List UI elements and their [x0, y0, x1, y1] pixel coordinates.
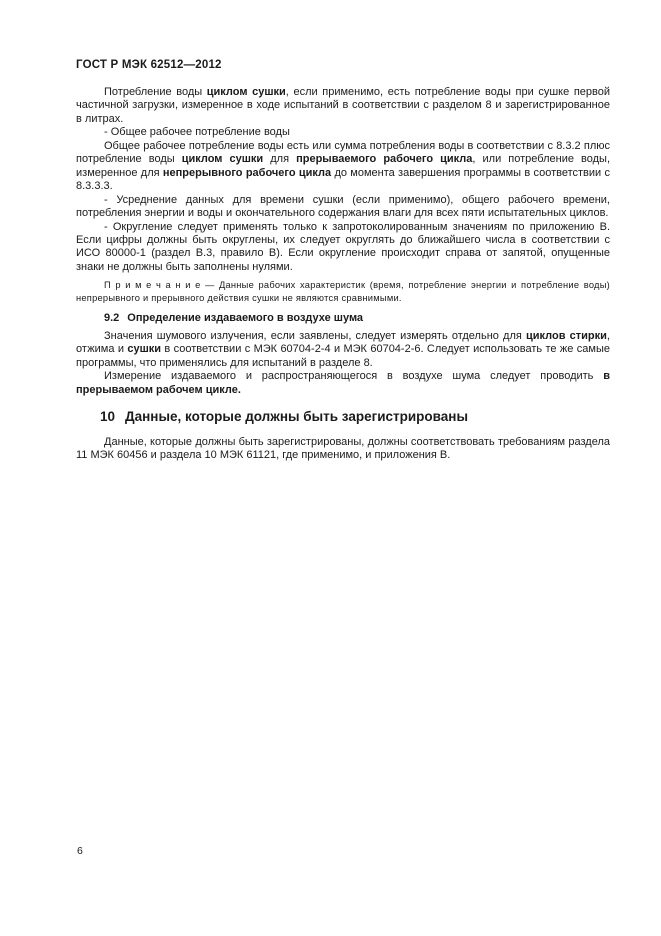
heading-number: 9.2 [104, 312, 120, 325]
heading-title: Определение издаваемого в воздухе шума [127, 312, 364, 325]
paragraph-registered-data-requirements: Данные, которые должны быть зарегистрированы, должны соответствовать требованиям раздела 11 МЭК 60456 и раздела 10 МЭК 61121, где применимо, и приложения В. [76, 435, 610, 461]
page-header-standard-number: ГОСТ Р МЭК 62512—2012 [76, 59, 222, 71]
heading-number: 10 [100, 409, 116, 425]
heading-title: Данные, которые должны быть зарегистрированы [125, 409, 468, 425]
chapter-heading-10 [76, 410, 610, 423]
paragraph-total-operating-water-consumption: Общее рабочее потребление воды есть или сумма потребления воды в соответствии с 8.3.2 плюс потребление воды циклом сушки для прерываемого рабочего цикла, или потребление воды, измеренное для непрерывного рабочего цикла до момента завершения программы в соответствии с 8.3.3.3. [76, 139, 610, 193]
list-item-rounding-rules: - Округление следует применять только к запротоколированным значениям по приложению В. Если цифры должны быть округлены, их следует округлять до ближайшего числа в соответствии с ИСО 80000-1 (раздел В.3, правило В). Если округление происходит справа от запятой, опущенные знаки не должны быть заполнены нулями. [76, 220, 610, 273]
section-heading-9-2 [76, 312, 610, 325]
paragraph-drying-cycle-water-consumption: Потребление воды циклом сушки, если применимо, есть потребление воды при сушке первой частичной загрузки, измеренное в ходе испытаний в соответствии с разделом 8 и зарегистрированное в литрах. [76, 86, 611, 125]
note-performance-data-comparability: П р и м е ч а н и е — Данные рабочих характеристик (время, потребление энергии и потребление воды) непрерывного и прерывного действия сушки не являются сравнимыми. [76, 280, 610, 304]
paragraph-airborne-noise-measurement: Измерение издаваемого и распространяющегося в воздухе шума следует проводить в прерываемом рабочем цикле. [76, 370, 610, 396]
list-item-data-averaging: - Усреднение данных для времени сушки (если применимо), общего рабочего времени, потребления энергии и воды и окончательного содержания влаги для всех пяти испытательных циклов. [76, 193, 610, 220]
page-number: 6 [77, 845, 83, 857]
list-item-total-operating-water: - Общее рабочее потребление воды [104, 126, 290, 139]
page-body [76, 86, 610, 462]
paragraph-noise-emission-values: Значения шумового излучения, если заявлены, следует измерять отдельно для циклов стирки, отжима и сушки в соответствии с МЭК 60704-2-4 и МЭК 60704-2-6. Следует использовать те же самые программы, что применялись для испытаний в разделе 8. [76, 329, 610, 369]
